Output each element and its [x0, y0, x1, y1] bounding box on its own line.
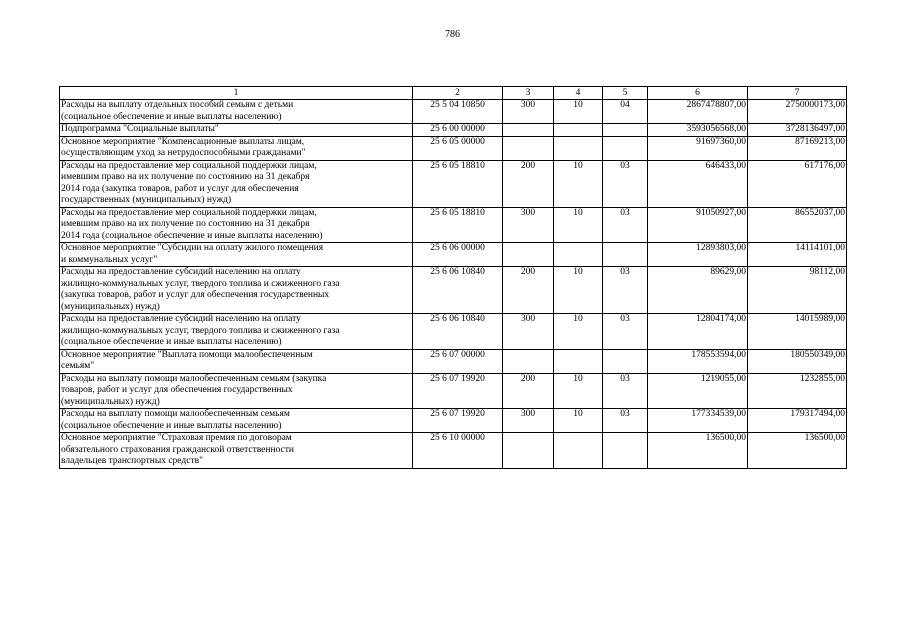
amount-year-2: 179317494,00 — [748, 409, 847, 433]
amount-year-1: 89629,00 — [648, 267, 748, 314]
header-row — [60, 87, 847, 100]
subsection — [603, 433, 648, 469]
table-row — [60, 124, 847, 137]
budget-code: 25 6 00 00000 — [413, 124, 503, 137]
budget-code: 25 6 06 00000 — [413, 243, 503, 267]
amount-year-1: 12804174,00 — [648, 314, 748, 350]
column-header: 3 — [503, 87, 554, 100]
section — [554, 136, 603, 160]
amount-year-2: 617176,00 — [748, 160, 847, 207]
row-name: Расходы на выплату отдельных пособий семьям с детьми (социальное обеспечение и иные выплаты населению) — [60, 100, 413, 124]
amount-year-2: 2750000173,00 — [748, 100, 847, 124]
subsection: 03 — [603, 207, 648, 243]
section: 10 — [554, 100, 603, 124]
row-name: Основное мероприятие "Страховая премия по договорам обязательного страхования гражданской ответственности владельцев транспортных средств" — [60, 433, 413, 469]
budget-code: 25 6 07 19920 — [413, 373, 503, 409]
budget-code: 25 6 05 00000 — [413, 136, 503, 160]
section: 10 — [554, 267, 603, 314]
amount-year-2: 1232855,00 — [748, 373, 847, 409]
table-row — [60, 243, 847, 267]
row-name: Расходы на выплату помощи малообеспеченным семьям (закупка товаров, работ и услуг для обеспечения государственных (муниципальных) нужд) — [60, 373, 413, 409]
table-row — [60, 136, 847, 160]
table-row — [60, 160, 847, 207]
amount-year-1: 91697360,00 — [648, 136, 748, 160]
table-row — [60, 100, 847, 124]
table-row — [60, 207, 847, 243]
column-header: 7 — [748, 87, 847, 100]
table-row — [60, 267, 847, 314]
subsection: 03 — [603, 160, 648, 207]
row-name: Основное мероприятие "Субсидии на оплату жилого помещения и коммунальных услуг" — [60, 243, 413, 267]
subsection — [603, 243, 648, 267]
budget-table — [59, 86, 847, 469]
budget-code: 25 6 06 10840 — [413, 314, 503, 350]
budget-code: 25 6 07 00000 — [413, 349, 503, 373]
amount-year-1: 91050927,00 — [648, 207, 748, 243]
subsection: 03 — [603, 409, 648, 433]
amount-year-2: 3728136497,00 — [748, 124, 847, 137]
section: 10 — [554, 373, 603, 409]
column-header: 5 — [603, 87, 648, 100]
budget-code: 25 6 05 18810 — [413, 160, 503, 207]
table-row — [60, 349, 847, 373]
expense-type — [503, 124, 554, 137]
budget-code: 25 6 05 18810 — [413, 207, 503, 243]
budget-code: 25 6 06 10840 — [413, 267, 503, 314]
row-name: Основное мероприятие "Компенсационные выплаты лицам, осуществляющим уход за нетрудоспособными гражданами" — [60, 136, 413, 160]
subsection: 03 — [603, 314, 648, 350]
expense-type: 300 — [503, 207, 554, 243]
expense-type: 200 — [503, 373, 554, 409]
column-header: 2 — [413, 87, 503, 100]
subsection: 04 — [603, 100, 648, 124]
table-row — [60, 433, 847, 469]
amount-year-2: 87169213,00 — [748, 136, 847, 160]
expense-type: 300 — [503, 100, 554, 124]
table-row — [60, 314, 847, 350]
budget-code: 25 6 10 00000 — [413, 433, 503, 469]
section — [554, 124, 603, 137]
subsection — [603, 136, 648, 160]
row-name: Расходы на предоставление субсидий населению на оплату жилищно-коммунальных услуг, твердого топлива и сжиженного газа (социальное обеспечение и иные выплаты населению) — [60, 314, 413, 350]
amount-year-1: 2867478807,00 — [648, 100, 748, 124]
section: 10 — [554, 160, 603, 207]
amount-year-1: 178553594,00 — [648, 349, 748, 373]
expense-type — [503, 136, 554, 160]
amount-year-2: 14015989,00 — [748, 314, 847, 350]
amount-year-2: 136500,00 — [748, 433, 847, 469]
amount-year-2: 98112,00 — [748, 267, 847, 314]
expense-type: 300 — [503, 314, 554, 350]
budget-code: 25 6 07 19920 — [413, 409, 503, 433]
section: 10 — [554, 314, 603, 350]
section — [554, 433, 603, 469]
section: 10 — [554, 409, 603, 433]
expense-type: 200 — [503, 267, 554, 314]
amount-year-2: 14114101,00 — [748, 243, 847, 267]
column-header: 1 — [60, 87, 413, 100]
page-number: 786 — [445, 29, 460, 40]
row-name: Расходы на выплату помощи малообеспеченным семьям (социальное обеспечение и иные выплаты населению) — [60, 409, 413, 433]
amount-year-2: 180550349,00 — [748, 349, 847, 373]
expense-type — [503, 243, 554, 267]
amount-year-2: 86552037,00 — [748, 207, 847, 243]
row-name: Расходы на предоставление мер социальной поддержки лицам, имевшим право на их получение по состоянию на 31 декабря 2014 года (социальное обеспечение и иные выплаты населению) — [60, 207, 413, 243]
budget-code: 25 5 04 10850 — [413, 100, 503, 124]
section: 10 — [554, 207, 603, 243]
amount-year-1: 136500,00 — [648, 433, 748, 469]
subsection — [603, 349, 648, 373]
row-name: Основное мероприятие "Выплата помощи малообеспеченным семьям" — [60, 349, 413, 373]
expense-type: 200 — [503, 160, 554, 207]
expense-type: 300 — [503, 409, 554, 433]
column-header: 4 — [554, 87, 603, 100]
subsection: 03 — [603, 373, 648, 409]
subsection: 03 — [603, 267, 648, 314]
amount-year-1: 3593056568,00 — [648, 124, 748, 137]
row-name: Расходы на предоставление мер социальной поддержки лицам, имевшим право на их получение по состоянию на 31 декабря 2014 года (закупка товаров, работ и услуг для обеспечения государственных (муниципальных) нужд) — [60, 160, 413, 207]
row-name: Расходы на предоставление субсидий населению на оплату жилищно-коммунальных услуг, твердого топлива и сжиженного газа (закупка товаров, работ и услуг для обеспечения государственных (муниципальных) нужд) — [60, 267, 413, 314]
subsection — [603, 124, 648, 137]
amount-year-1: 1219055,00 — [648, 373, 748, 409]
amount-year-1: 12893803,00 — [648, 243, 748, 267]
amount-year-1: 646433,00 — [648, 160, 748, 207]
table-row — [60, 373, 847, 409]
table-row — [60, 409, 847, 433]
section — [554, 349, 603, 373]
row-name: Подпрограмма "Социальные выплаты" — [60, 124, 413, 137]
expense-type — [503, 433, 554, 469]
column-header: 6 — [648, 87, 748, 100]
amount-year-1: 177334539,00 — [648, 409, 748, 433]
expense-type — [503, 349, 554, 373]
section — [554, 243, 603, 267]
